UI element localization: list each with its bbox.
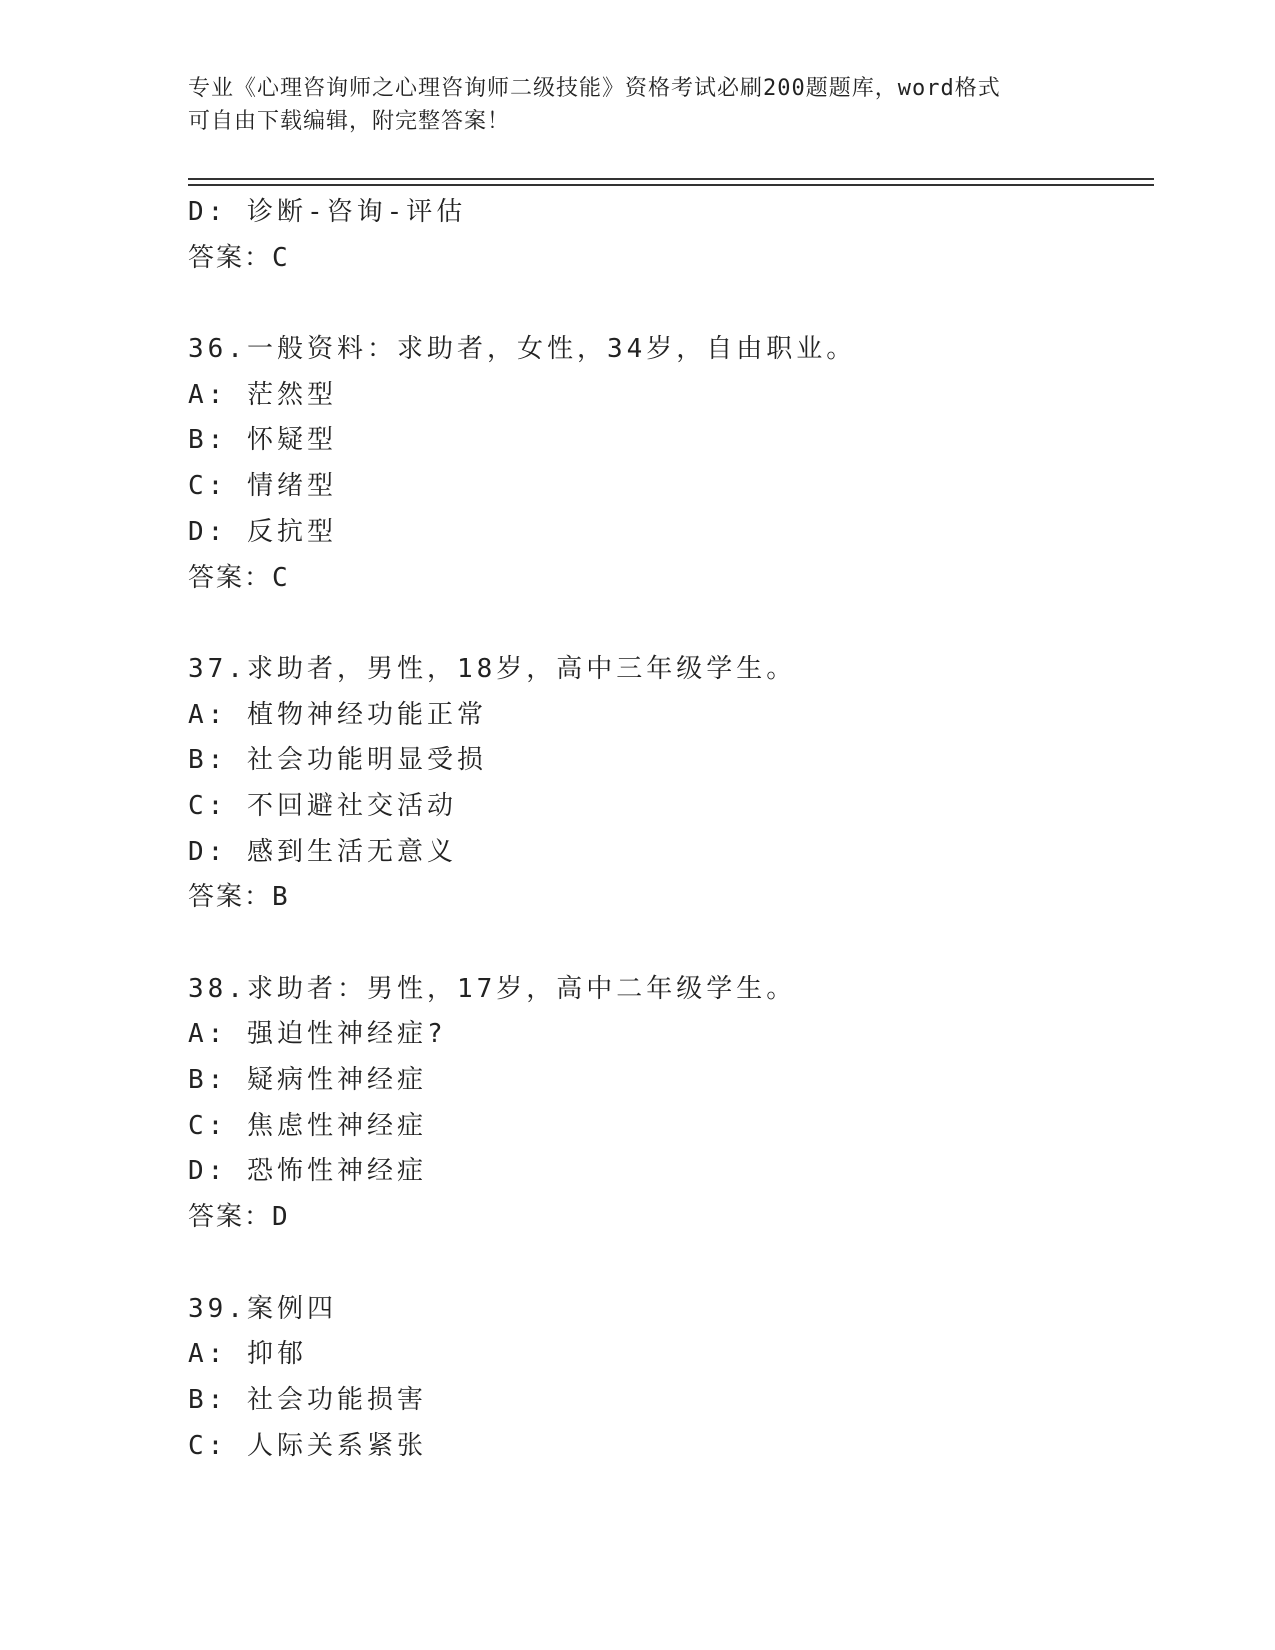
spacer bbox=[188, 921, 1148, 967]
option-c: C: 不回避社交活动 bbox=[188, 790, 457, 821]
option-a: A: 抑郁 bbox=[188, 1339, 307, 1370]
answer: 答案：C bbox=[188, 562, 290, 593]
question-stem: 37.求助者，男性，18岁，高中三年级学生。 bbox=[188, 653, 797, 684]
header-divider-top bbox=[188, 178, 1154, 180]
question-stem: 38.求助者：男性，17岁，高中二年级学生。 bbox=[188, 973, 797, 1004]
question-39 bbox=[188, 1287, 1148, 1470]
option-d: D: 恐怖性神经症 bbox=[188, 1156, 427, 1187]
option-c: C: 焦虑性神经症 bbox=[188, 1110, 427, 1141]
document-header bbox=[188, 72, 1088, 138]
question-stem: 39.案例四 bbox=[188, 1293, 337, 1324]
option-a: A: 茫然型 bbox=[188, 379, 337, 410]
option-b: B: 怀疑型 bbox=[188, 425, 337, 456]
header-line-1: 专业《心理咨询师之心理咨询师二级技能》资格考试必刷200题题库，word格式 bbox=[188, 76, 1001, 101]
question-38 bbox=[188, 967, 1148, 1241]
option-a: A: 强迫性神经症? bbox=[188, 1019, 447, 1050]
header-divider-bottom bbox=[188, 184, 1154, 186]
header-line-2: 可自由下载编辑，附完整答案！ bbox=[188, 109, 511, 134]
spacer bbox=[188, 601, 1148, 647]
answer: 答案：D bbox=[188, 1202, 290, 1233]
question-stem: 36.一般资料：求助者，女性，34岁，自由职业。 bbox=[188, 334, 857, 365]
option-b: B: 社会功能损害 bbox=[188, 1384, 427, 1415]
previous-question-option-d: D: 诊断-咨询-评估 bbox=[188, 197, 467, 227]
option-d: D: 感到生活无意义 bbox=[188, 836, 457, 867]
option-a: A: 植物神经功能正常 bbox=[188, 699, 487, 730]
option-c: C: 情绪型 bbox=[188, 471, 337, 502]
question-36 bbox=[188, 327, 1148, 601]
answer: 答案：B bbox=[188, 882, 290, 913]
previous-question-answer: 答案：C bbox=[188, 242, 290, 273]
option-b: B: 社会功能明显受损 bbox=[188, 745, 487, 776]
spacer bbox=[188, 281, 1148, 327]
option-d: D: 反抗型 bbox=[188, 516, 337, 547]
option-b: B: 疑病性神经症 bbox=[188, 1065, 427, 1096]
question-37 bbox=[188, 647, 1148, 921]
spacer bbox=[188, 1241, 1148, 1287]
question-list bbox=[188, 190, 1148, 1469]
option-c: C: 人际关系紧张 bbox=[188, 1430, 427, 1461]
